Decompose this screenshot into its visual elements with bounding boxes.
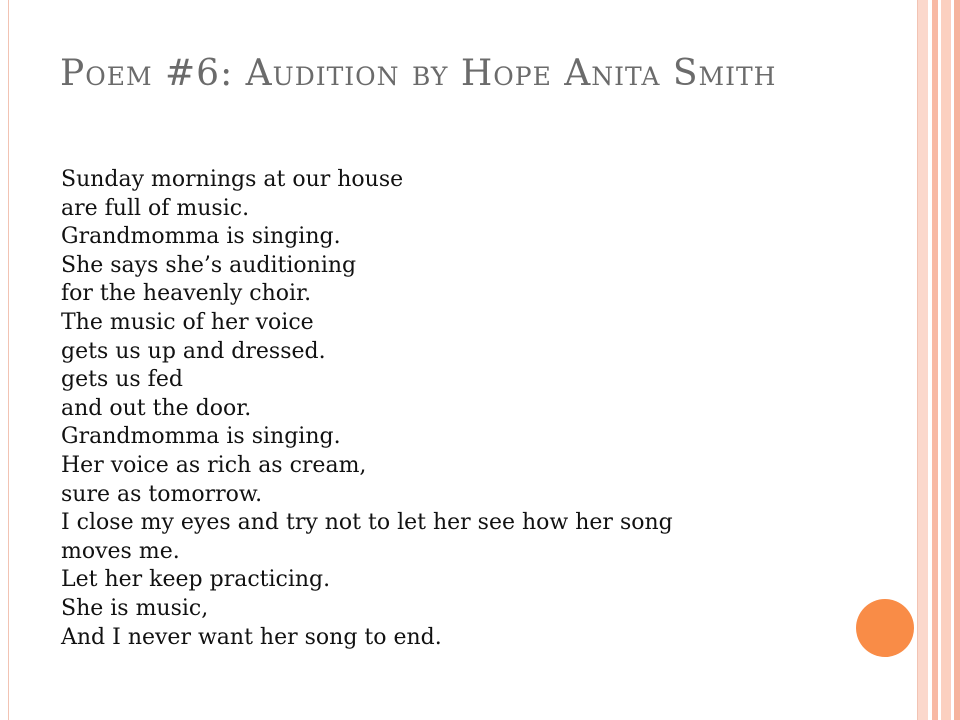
poem-line: And I never want her song to end. [61, 624, 442, 650]
poem-line: I close my eyes and try not to let her see how her song [61, 510, 673, 536]
poem-line: gets us up and dressed. [61, 338, 326, 364]
slide-title: Poem #6: Audition by Hope Anita Smith [60, 53, 777, 94]
poem-line: for the heavenly choir. [61, 281, 312, 307]
poem-line: are full of music. [61, 195, 250, 221]
poem-line: and out the door. [61, 395, 252, 421]
poem-line: She says she’s auditioning [61, 252, 357, 278]
decorative-circle [856, 599, 914, 657]
poem-line: The music of her voice [61, 309, 314, 335]
stripe [918, 0, 928, 720]
poem-line: Her voice as rich as cream, [61, 452, 367, 478]
poem-line: Grandmomma is singing. [61, 224, 341, 250]
poem-line: sure as tomorrow. [61, 481, 263, 507]
poem-body [61, 166, 851, 652]
poem-line: gets us fed [61, 367, 183, 393]
poem-line: moves me. [61, 538, 180, 564]
stripe [941, 0, 951, 720]
stripe [954, 0, 960, 720]
poem-line: Grandmomma is singing. [61, 424, 341, 450]
poem-line: Let her keep practicing. [61, 567, 331, 593]
poem-line: Sunday mornings at our house [61, 167, 404, 192]
decorative-stripes [918, 0, 960, 720]
poem-line: She is music, [61, 595, 209, 621]
